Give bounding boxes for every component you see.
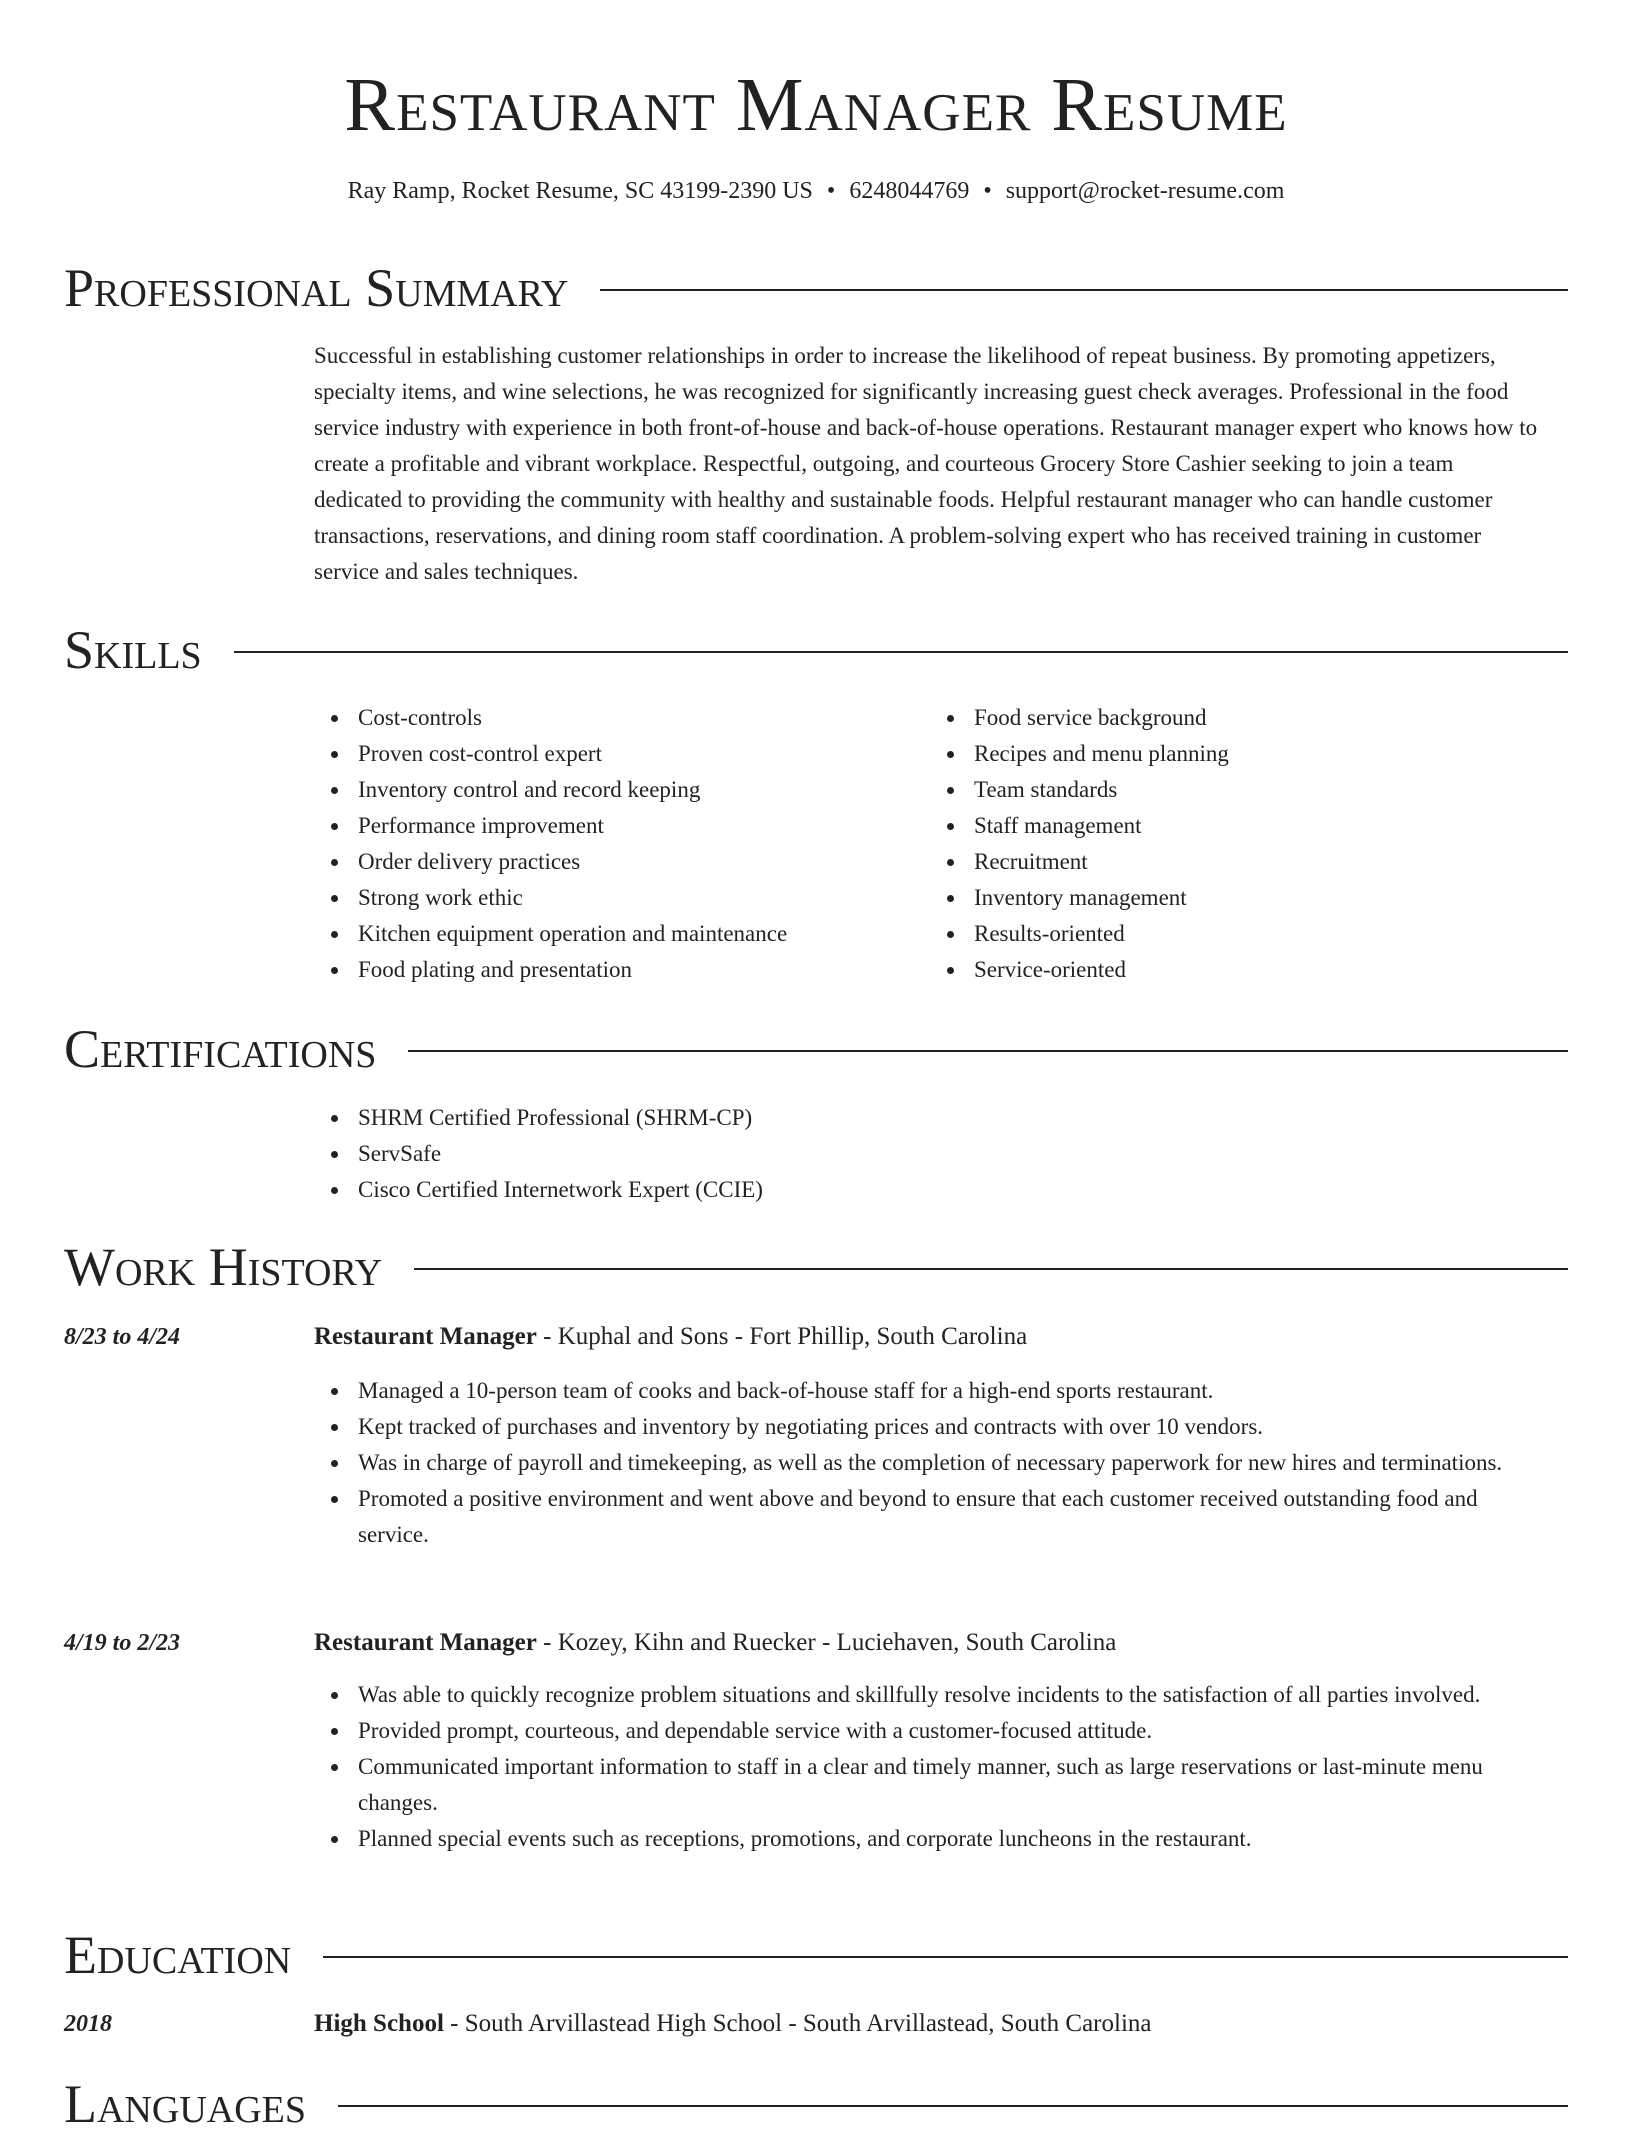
job-bullet: Kept tracked of purchases and inventory by negotiating prices and contracts with over 10 vendors.: [314, 1409, 1544, 1445]
skill-item: Strong work ethic: [314, 880, 914, 916]
job-bullet: Was in charge of payroll and timekeeping, as well as the completion of necessary paperwork for new hires and terminations.: [314, 1445, 1544, 1481]
section-header-summary: [64, 256, 1568, 320]
section-title-certifications: Certifications: [64, 1019, 377, 1079]
contact-separator: •: [983, 178, 992, 204]
job-title-line: [314, 1319, 1544, 1355]
job-title-line: [314, 1625, 1544, 1661]
skill-item: Service-oriented: [930, 952, 1530, 988]
skill-item: Inventory control and record keeping: [314, 772, 914, 808]
job-bullet: Planned special events such as receptions, promotions, and corporate luncheons in the restaurant.: [314, 1821, 1544, 1857]
section-header-certifications: [64, 1017, 1568, 1081]
section-title-work-history: Work History: [64, 1237, 383, 1297]
skill-item: Order delivery practices: [314, 844, 914, 880]
section-header-work-history: [64, 1235, 1568, 1299]
job-bullet: Managed a 10-person team of cooks and back-of-house staff for a high-end sports restaurant.: [314, 1373, 1544, 1409]
contact-phone: 6248044769: [849, 178, 970, 204]
skill-item: Recruitment: [930, 844, 1530, 880]
education-line: [314, 2006, 1544, 2042]
education-school: - South Arvillastead High School - South Arvillastead, South Carolina: [443, 2010, 1152, 2037]
skill-item: Recipes and menu planning: [930, 736, 1530, 772]
section-divider: [600, 289, 1568, 291]
job-role: Restaurant Manager: [314, 1629, 537, 1656]
skill-item: Food service background: [930, 700, 1530, 736]
section-header-languages: [64, 2072, 1568, 2136]
skill-item: Cost-controls: [314, 700, 914, 736]
section-divider: [234, 651, 1568, 653]
skill-item: Kitchen equipment operation and maintenance: [314, 916, 914, 952]
section-title-skills: Skills: [64, 620, 202, 680]
certifications-list: [314, 1100, 1544, 1208]
section-header-education: [64, 1923, 1568, 1987]
job-dates: 8/23 to 4/24: [64, 1324, 181, 1350]
section-divider: [338, 2105, 1568, 2107]
skill-item: Results-oriented: [930, 916, 1530, 952]
section-divider: [414, 1268, 1568, 1270]
job-dates: 4/19 to 2/23: [64, 1630, 181, 1656]
contact-line: [0, 174, 1632, 208]
skill-item: Proven cost-control expert: [314, 736, 914, 772]
education-degree: High School: [314, 2010, 444, 2037]
contact-email: support@rocket-resume.com: [1005, 178, 1285, 204]
section-title-education: Education: [64, 1925, 292, 1985]
skill-item: Food plating and presentation: [314, 952, 914, 988]
summary-text: Successful in establishing customer relationships in order to increase the likelihood of repeat business. By promoting appetizers, specialty items, and wine selections, he was recognized for significantly increasing guest check averages. Professional in the food service industry with experience in both front-of-house and back-of-house operations. Restaurant manager expert who knows how to create a profitable and vibrant workplace. Respectful, outgoing, and courteous Grocery Store Cashier seeking to join a team dedicated to providing the community with healthy and sustainable foods. Helpful restaurant manager who can handle customer transactions, reservations, and dining room staff coordination. A problem-solving expert who has received training in customer service and sales techniques.: [314, 343, 1538, 584]
contact-separator: •: [826, 178, 836, 204]
skills-column-left: [314, 700, 914, 988]
job-bullet: Was able to quickly recognize problem situations and skillfully resolve incidents to the satisfaction of all parties involved.: [314, 1677, 1544, 1713]
section-divider: [408, 1050, 1568, 1052]
job-bullet: Provided prompt, courteous, and dependable service with a customer-focused attitude.: [314, 1713, 1544, 1749]
job-bullet: Promoted a positive environment and went above and beyond to ensure that each customer received outstanding food and service.: [314, 1481, 1544, 1553]
contact-address: Ray Ramp, Rocket Resume, SC 43199-2390 US: [347, 178, 813, 204]
certification-item: Cisco Certified Internetwork Expert (CCIE): [314, 1172, 1544, 1208]
section-title-languages: Languages: [64, 2074, 306, 2134]
skills-column-right: [930, 700, 1530, 988]
job-employer: - Kozey, Kihn and Ruecker - Luciehaven, South Carolina: [536, 1629, 1117, 1656]
job-bullet: Communicated important information to staff in a clear and timely manner, such as large reservations or last-minute menu changes.: [314, 1749, 1544, 1821]
certification-item: SHRM Certified Professional (SHRM-CP): [314, 1100, 1544, 1136]
section-header-skills: [64, 618, 1568, 682]
job-employer: - Kuphal and Sons - Fort Phillip, South Carolina: [536, 1323, 1028, 1350]
section-divider: [323, 1956, 1568, 1958]
skill-item: Performance improvement: [314, 808, 914, 844]
certification-item: ServSafe: [314, 1136, 1544, 1172]
job-role: Restaurant Manager: [314, 1323, 537, 1350]
resume-title: Restaurant Manager Resume: [344, 63, 1288, 147]
skill-item: Inventory management: [930, 880, 1530, 916]
education-year: 2018: [64, 2011, 112, 2037]
section-title-summary: Professional Summary: [64, 258, 569, 318]
job-bullets: [314, 1677, 1544, 1857]
skill-item: Staff management: [930, 808, 1530, 844]
job-bullets: [314, 1373, 1544, 1553]
skill-item: Team standards: [930, 772, 1530, 808]
